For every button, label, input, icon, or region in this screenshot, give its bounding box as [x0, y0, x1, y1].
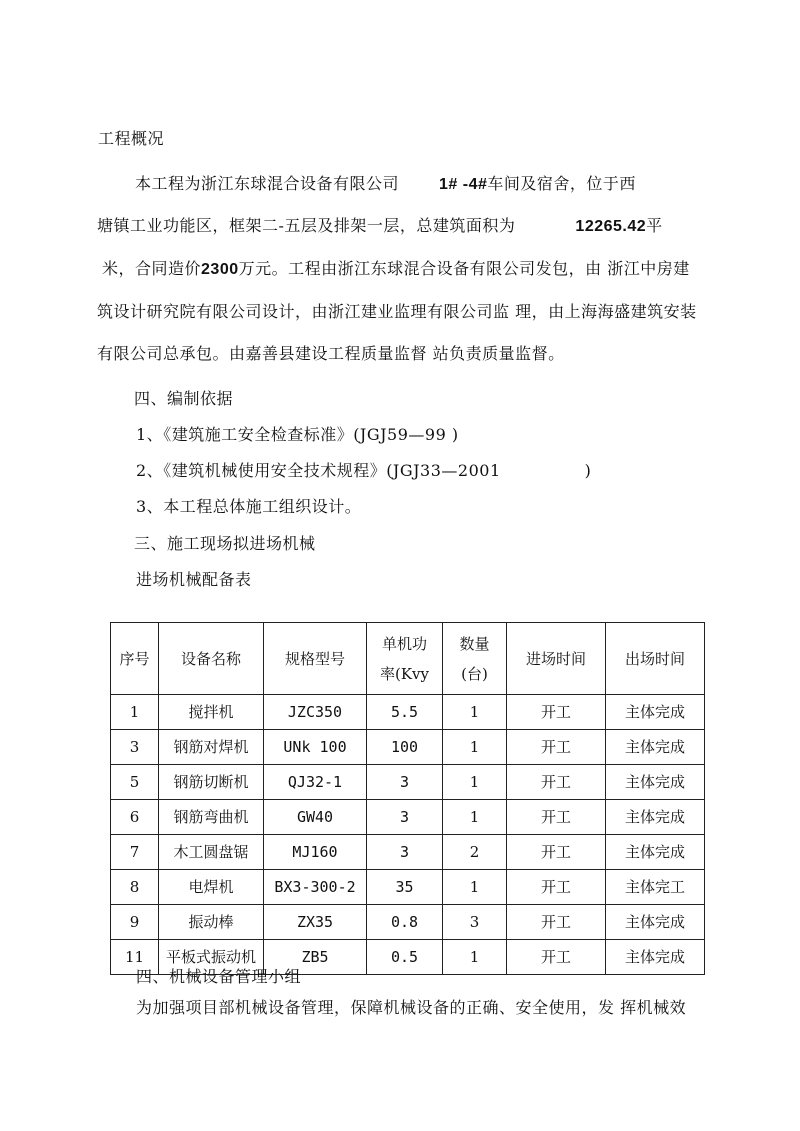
cell-name: 钢筋对焊机 [159, 730, 264, 765]
table-row [111, 695, 705, 730]
table-row [111, 870, 705, 905]
header-model: 规格型号 [264, 623, 367, 695]
cell-model: QJ32-1 [264, 765, 367, 800]
overview-line-2-c: 平 [646, 216, 663, 235]
cell-in-time: 开工 [507, 765, 606, 800]
cell-power: 0.8 [367, 905, 443, 940]
table-row [111, 800, 705, 835]
overview-line-3-b: 2300 [201, 261, 239, 278]
cell-power: 5.5 [367, 695, 443, 730]
overview-line-1 [135, 174, 636, 195]
equipment-table [110, 622, 705, 975]
cell-out-time: 主体完成 [606, 800, 705, 835]
cell-name: 搅拌机 [159, 695, 264, 730]
cell-in-time: 开工 [507, 905, 606, 940]
cell-out-time: 主体完成 [606, 905, 705, 940]
overview-line-2-b: 12265.42 [575, 218, 647, 235]
basis-item-2 [136, 461, 591, 481]
table-header-row [111, 623, 705, 695]
cell-in-time: 开工 [507, 835, 606, 870]
basis-item-3-num: 3、 [136, 497, 164, 516]
cell-in-time: 开工 [507, 870, 606, 905]
cell-model: ZB5 [264, 940, 367, 975]
basis-item-1 [136, 425, 459, 445]
overview-line-2 [97, 216, 663, 237]
cell-in-time: 开工 [507, 800, 606, 835]
cell-qty: 1 [443, 800, 507, 835]
cell-no: 6 [111, 800, 159, 835]
overview-line-5: 有限公司总承包。由嘉善县建设工程质量监督 站负责质量监督。 [97, 344, 565, 363]
cell-power: 100 [367, 730, 443, 765]
cell-power: 3 [367, 765, 443, 800]
cell-no: 1 [111, 695, 159, 730]
cell-in-time: 开工 [507, 940, 606, 975]
header-power [367, 623, 443, 695]
cell-power: 0.5 [367, 940, 443, 975]
cell-out-time: 主体完成 [606, 835, 705, 870]
cell-no: 3 [111, 730, 159, 765]
header-qty [443, 623, 507, 695]
cell-name: 钢筋弯曲机 [159, 800, 264, 835]
cell-model: BX3-300-2 [264, 870, 367, 905]
overview-line-1-b: 1# -4# [439, 176, 488, 193]
group-paragraph: 为加强项目部机械设备管理，保障机械设备的正确、安全使用，发 挥机械效 [136, 998, 687, 1017]
overview-line-1-c: 车间及宿舍，位于西 [487, 174, 636, 193]
cell-qty: 1 [443, 765, 507, 800]
basis-item-3 [136, 497, 361, 517]
overview-line-2-a: 塘镇工业功能区，框架二-五层及排架一层，总建筑面积为 [97, 216, 516, 235]
machinery-title: 三、施工现场拟进场机械 [134, 534, 316, 553]
cell-qty: 2 [443, 835, 507, 870]
cell-out-time: 主体完成 [606, 940, 705, 975]
cell-no: 5 [111, 765, 159, 800]
cell-name: 钢筋切断机 [159, 765, 264, 800]
cell-model: ZX35 [264, 905, 367, 940]
basis-item-2-text: 《建筑机械使用安全技术规程》(JGJ33—2001 [163, 461, 501, 480]
table-row [111, 765, 705, 800]
cell-qty: 1 [443, 940, 507, 975]
overview-line-3-a: 米，合同造价 [102, 259, 202, 278]
cell-out-time: 主体完工 [606, 870, 705, 905]
table-caption: 进场机械配备表 [136, 570, 252, 589]
cell-model: MJ160 [264, 835, 367, 870]
cell-out-time: 主体完成 [606, 695, 705, 730]
header-in-time: 进场时间 [507, 623, 606, 695]
header-qty-line-1: 数量 [459, 634, 490, 653]
header-no: 序号 [111, 623, 159, 695]
header-out-time: 出场时间 [606, 623, 705, 695]
cell-no: 9 [111, 905, 159, 940]
cell-in-time: 开工 [507, 730, 606, 765]
cell-model: GW40 [264, 800, 367, 835]
cell-name: 木工圆盘锯 [159, 835, 264, 870]
cell-in-time: 开工 [507, 695, 606, 730]
basis-item-1-text: 《建筑施工安全检查标准》(JGJ59—99 ) [163, 425, 459, 444]
header-name: 设备名称 [159, 623, 264, 695]
cell-out-time: 主体完成 [606, 765, 705, 800]
header-qty-line-2: (台) [461, 664, 488, 683]
basis-item-1-num: 1、 [136, 425, 164, 444]
cell-no: 11 [111, 940, 159, 975]
cell-name: 平板式振动机 [159, 940, 264, 975]
cell-name: 振动棒 [159, 905, 264, 940]
cell-power: 3 [367, 835, 443, 870]
cell-power: 35 [367, 870, 443, 905]
cell-no: 7 [111, 835, 159, 870]
cell-model: UNk 100 [264, 730, 367, 765]
overview-line-4: 筑设计研究院有限公司设计，由浙江建业监理有限公司监 理，由上海海盛建筑安装 [97, 302, 697, 321]
cell-name: 电焊机 [159, 870, 264, 905]
overview-line-3-c: 万元。工程由浙江东球混合设备有限公司发包，由 浙江中房建 [238, 259, 690, 278]
cell-no: 8 [111, 870, 159, 905]
header-power-line-2: 率(Kvy [379, 664, 429, 683]
cell-qty: 3 [443, 905, 507, 940]
basis-item-2-close: ) [584, 461, 592, 480]
table-row [111, 730, 705, 765]
table-row [111, 905, 705, 940]
cell-qty: 1 [443, 695, 507, 730]
cell-qty: 1 [443, 870, 507, 905]
heading-overview: 工程概况 [98, 129, 165, 148]
header-power-line-1: 单机功 [381, 634, 427, 653]
basis-item-3-text: 本工程总体施工组织设计。 [163, 497, 362, 516]
cell-power: 3 [367, 800, 443, 835]
overview-line-1-a: 本工程为浙江东球混合设备有限公司 [135, 174, 400, 193]
basis-title: 四、编制依据 [134, 389, 234, 408]
cell-out-time: 主体完成 [606, 730, 705, 765]
group-title: 四、机械设备管理小组 [136, 967, 302, 986]
cell-model: JZC350 [264, 695, 367, 730]
basis-item-2-num: 2、 [136, 461, 164, 480]
table-row [111, 835, 705, 870]
cell-qty: 1 [443, 730, 507, 765]
overview-line-3 [102, 259, 690, 280]
